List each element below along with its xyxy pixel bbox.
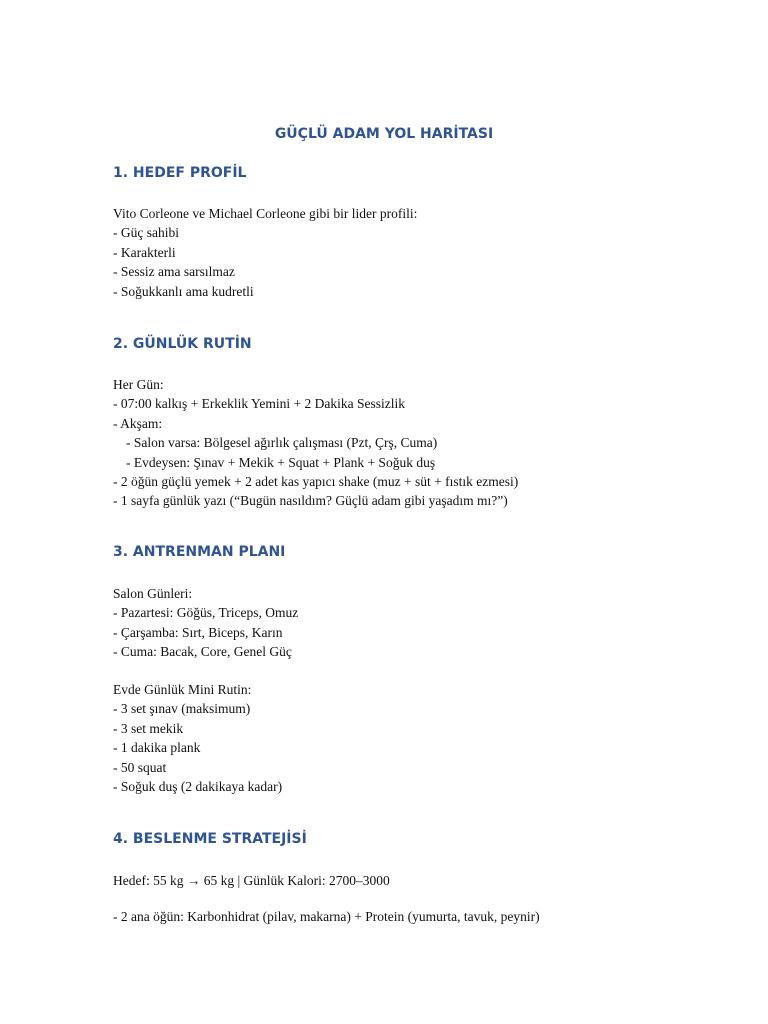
text-line: Hedef: 55 kg → 65 kg | Günlük Kalori: 2700–3000	[113, 873, 390, 888]
list-item: - Çarşamba: Sırt, Biceps, Karın	[113, 624, 283, 640]
text-line: Evde Günlük Mini Rutin:	[113, 682, 252, 697]
list-item: - Pazartesi: Göğüs, Triceps, Omuz	[113, 605, 299, 621]
section-body-beslenme-hedef	[113, 871, 390, 890]
list-item: - Güç sahibi	[113, 225, 179, 241]
list-item: - 1 dakika plank	[113, 740, 201, 756]
section-heading-antrenman-plani: 3. ANTRENMAN PLANI	[113, 544, 286, 560]
list-item: - 2 ana öğün: Karbonhidrat (pilav, makarna) + Protein (yumurta, tavuk, peynir)	[113, 909, 540, 924]
list-item: - Salon varsa: Bölgesel ağırlık çalışması (Pzt, Çrş, Cuma)	[126, 435, 438, 451]
list-item: - Cuma: Bacak, Core, Genel Güç	[113, 644, 292, 660]
section-body-beslenme-ogunler	[113, 907, 540, 926]
section-heading-hedef-profil: 1. HEDEF PROFİL	[113, 165, 247, 181]
section-body-gunluk-rutin	[113, 375, 518, 511]
section-body-hedef-profil	[113, 204, 417, 301]
section-body-salon-gunleri	[113, 584, 298, 662]
text-line: Salon Günleri:	[113, 586, 193, 601]
list-item: - Evdeysen: Şınav + Mekik + Squat + Plank + Soğuk duş	[126, 454, 436, 470]
list-item: - Soğukkanlı ama kudretli	[113, 283, 254, 299]
list-item: - 07:00 kalkış + Erkeklik Yemini + 2 Dakika Sessizlik	[113, 396, 405, 412]
list-item: - Akşam:	[113, 415, 163, 431]
text-line: Vito Corleone ve Michael Corleone gibi bir lider profili:	[113, 206, 418, 221]
list-item: - 1 sayfa günlük yazı (“Bugün nasıldım? Güçlü adam gibi yaşadım mı?”)	[113, 493, 508, 509]
list-item: - 2 öğün güçlü yemek + 2 adet kas yapıcı shake (muz + süt + fıstık ezmesi)	[113, 474, 519, 490]
section-heading-gunluk-rutin: 2. GÜNLÜK RUTİN	[113, 336, 252, 352]
section-body-evde-mini-rutin	[113, 680, 282, 796]
text-line: Her Gün:	[113, 377, 164, 392]
list-item: - 3 set şınav (maksimum)	[113, 701, 251, 717]
list-item: - Soğuk duş (2 dakikaya kadar)	[113, 779, 283, 795]
list-item: - Sessiz ama sarsılmaz	[113, 264, 235, 280]
list-item: - 50 squat	[113, 759, 167, 775]
document-title: GÜÇLÜ ADAM YOL HARİTASI	[274, 126, 494, 142]
list-item: - Karakterli	[113, 244, 176, 260]
list-item: - 3 set mekik	[113, 720, 184, 736]
section-heading-beslenme-stratejisi: 4. BESLENME STRATEJİSİ	[113, 831, 307, 847]
